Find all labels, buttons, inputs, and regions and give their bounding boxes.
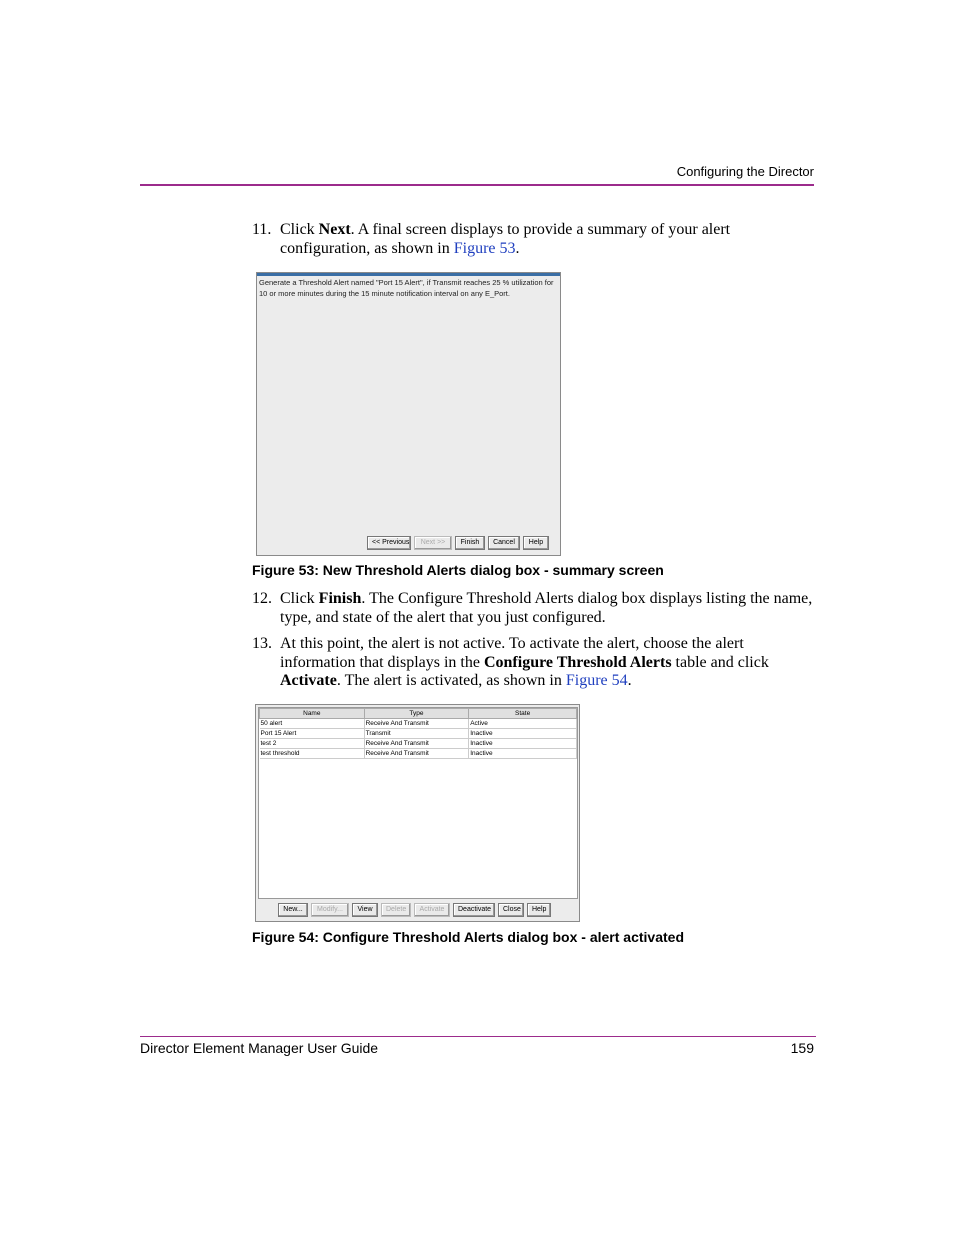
- step-13: [252, 635, 817, 691]
- cancel-button[interactable]: Cancel: [488, 536, 520, 550]
- help-button[interactable]: Help: [523, 536, 549, 550]
- step-number: 13.: [252, 635, 272, 652]
- table-row[interactable]: [260, 729, 577, 739]
- close-button[interactable]: Close: [498, 903, 524, 917]
- alert-name-cell: Port 15 Alert: [260, 729, 365, 739]
- table-header-row: [260, 709, 577, 719]
- step-text: [280, 590, 817, 627]
- activate-button[interactable]: Activate: [414, 903, 450, 917]
- step-text: [280, 635, 817, 691]
- bold-run: Activate: [280, 672, 337, 689]
- alert-type-cell: Receive And Transmit: [364, 719, 469, 729]
- alert-type-cell: Receive And Transmit: [364, 739, 469, 749]
- step-text: [280, 221, 817, 258]
- bold-run: Configure Threshold Alerts: [483, 653, 672, 671]
- step-11: [252, 221, 817, 258]
- modify-button[interactable]: Modify...: [311, 903, 349, 917]
- text-run: .: [515, 239, 520, 257]
- alert-state-cell: Inactive: [469, 739, 577, 749]
- footer-rule: [140, 1036, 816, 1037]
- text-run: Click: [280, 221, 319, 238]
- figure-53-caption: Figure 53: New Threshold Alerts dialog box - summary screen: [252, 562, 664, 578]
- table-row[interactable]: [260, 749, 577, 759]
- step-number: 11.: [252, 221, 272, 238]
- deactivate-button[interactable]: Deactivate: [453, 903, 495, 917]
- table-row[interactable]: [260, 719, 577, 729]
- table-row[interactable]: [260, 739, 577, 749]
- text-run: .: [627, 672, 632, 689]
- figure-54-link[interactable]: Figure 54: [565, 672, 628, 689]
- previous-button[interactable]: << Previous: [367, 536, 411, 550]
- new-button[interactable]: New...: [278, 903, 308, 917]
- next-button[interactable]: Next >>: [414, 536, 452, 550]
- view-button[interactable]: View: [352, 903, 378, 917]
- new-threshold-alerts-dialog: [256, 272, 561, 556]
- page-number: 159: [790, 1040, 814, 1056]
- text-run: Click: [280, 590, 319, 607]
- dialog-top-bar: [257, 273, 560, 276]
- figure-53-link[interactable]: Figure 53: [453, 239, 516, 257]
- alert-state-cell: Inactive: [469, 729, 577, 739]
- text-run: . The alert is activated, as shown in: [336, 672, 566, 689]
- dialog-button-row: [278, 903, 551, 917]
- alert-summary-text: Generate a Threshold Alert named "Port 15 Alert", if Transmit reaches 25 % utilization for 10 or more minutes during the 15 minute notification interval on any E_Port.: [259, 278, 554, 298]
- bold-run: Finish: [318, 590, 362, 607]
- alerts-table: [258, 707, 578, 899]
- header-rule: [140, 184, 814, 186]
- text-run: At this point, the alert is not active. To activate the alert, choose the alert information that displays in the: [280, 635, 744, 671]
- bold-run: Next: [318, 221, 351, 238]
- column-header-name[interactable]: Name: [260, 709, 365, 719]
- dialog-button-row: [367, 536, 549, 550]
- delete-button[interactable]: Delete: [381, 903, 411, 917]
- help-button[interactable]: Help: [527, 903, 551, 917]
- alert-name-cell: test 2: [260, 739, 365, 749]
- step-12: [252, 590, 817, 627]
- text-run: . A final screen displays to provide a summary of your alert configuration, as shown in: [280, 221, 731, 257]
- alert-state-cell: Inactive: [469, 749, 577, 759]
- configure-threshold-alerts-dialog: [255, 704, 580, 922]
- alert-type-cell: Receive And Transmit: [364, 749, 469, 759]
- alert-name-cell: test threshold: [260, 749, 365, 759]
- step-number: 12.: [252, 590, 272, 607]
- footer-guide-title: Director Element Manager User Guide: [140, 1040, 379, 1056]
- alert-state-cell: Active: [469, 719, 577, 729]
- figure-54-caption: Figure 54: Configure Threshold Alerts dialog box - alert activated: [252, 929, 684, 945]
- column-header-type[interactable]: Type: [364, 709, 469, 719]
- finish-button[interactable]: Finish: [455, 536, 485, 550]
- column-header-state[interactable]: State: [469, 709, 577, 719]
- text-run: table and click: [671, 653, 769, 671]
- alert-name-cell: 50 alert: [260, 719, 365, 729]
- text-run: . The Configure Threshold Alerts dialog box displays listing the name, type, and state of the alert that you just configured.: [280, 590, 813, 626]
- alert-type-cell: Transmit: [364, 729, 469, 739]
- running-header: Configuring the Director: [676, 164, 814, 179]
